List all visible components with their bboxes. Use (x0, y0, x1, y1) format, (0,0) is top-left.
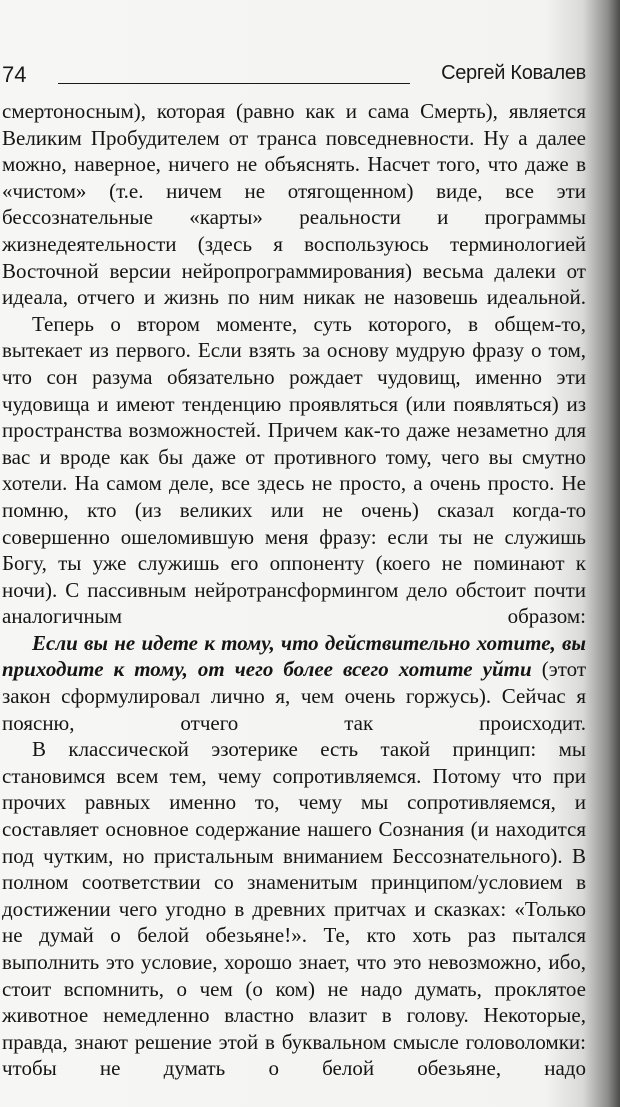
paragraph-text: В классической эзотерике есть такой принцип: мы становимся всем тем, чему сопротивляемся. Потому что при прочих равных именно то, чему мы сопротивляемся, и составляет основное содержание нашего Сознания (и находится под чутким, но пристальным вниманием Бессознательного). В полном соответствии со знаменитым принципом/условием в достижении чего угодно в древних притчах и сказках: «Только не думай о белой обезьяне!». Те, кто хоть раз пытался выполнить это условие, хорошо знает, что это невозможно, ибо, стоит вспомнить, о чем (о ком) не надо думать, проклятое животное немедленно властно влазит в голову. Некоторые, правда, знают решение этой в буквальном смысле головоломки: чтобы не думать о белой обезьяне, надо (2, 737, 586, 1081)
header-rule (58, 83, 410, 84)
paragraph-text: смертоносным), которая (равно как и сама Смерть), является Великим Пробудителем от транса повседневности. Ну а далее можно, наверное, ничего не объяснять. Насчет того, что даже в «чистом» (т.е. ничем не отягощенном) виде, все эти бессознательные «карты» реальности и программы жизнедеятельности (здесь я воспользуюсь терминологией Восточной версии нейропрограммирования) весьма далеки от идеала, отчего и жизнь по ним никак не назовешь идеальной. (2, 99, 586, 310)
law-statement: Если вы не идете к тому, что действительно хотите, вы приходите к тому, от чего более всего хотите уйти (2, 630, 586, 682)
body-text (2, 98, 586, 1082)
paragraph-3 (2, 630, 586, 736)
running-title: Сергей Ковалев (441, 62, 586, 84)
paragraph-text: (этот закон сформулировал лично я, чем очень горжусь). Сейчас я поясню, отчего так происходит. (2, 657, 587, 735)
page-header (0, 56, 586, 90)
page-number: 74 (2, 62, 27, 87)
paragraph-text: Теперь о втором моменте, суть которого, в общем-то, вытекает из первого. Если взять за основу мудрую фразу о том, что сон разума обязательно рождает чудовищ, именно эти чудовища и имеют тенденцию проявляться (или появляться) из пространства возможностей. Причем как-то даже незаметно для вас и вроде как бы даже от противного тому, чего вы смутно хотели. На самом деле, все здесь не просто, а очень просто. Не помню, кто (из великих или не очень) сказал когда-то совершенно ошеломившую меня фразу: если ты не служишь Богу, ты уже служишь его оппоненту (коего не поминают к ночи). С пассивным нейротрансформингом дело обстоит почти аналогичным образом: (2, 311, 586, 629)
paragraph-1 (2, 98, 586, 311)
paragraph-2 (2, 311, 586, 630)
paragraph-4 (2, 736, 586, 1082)
